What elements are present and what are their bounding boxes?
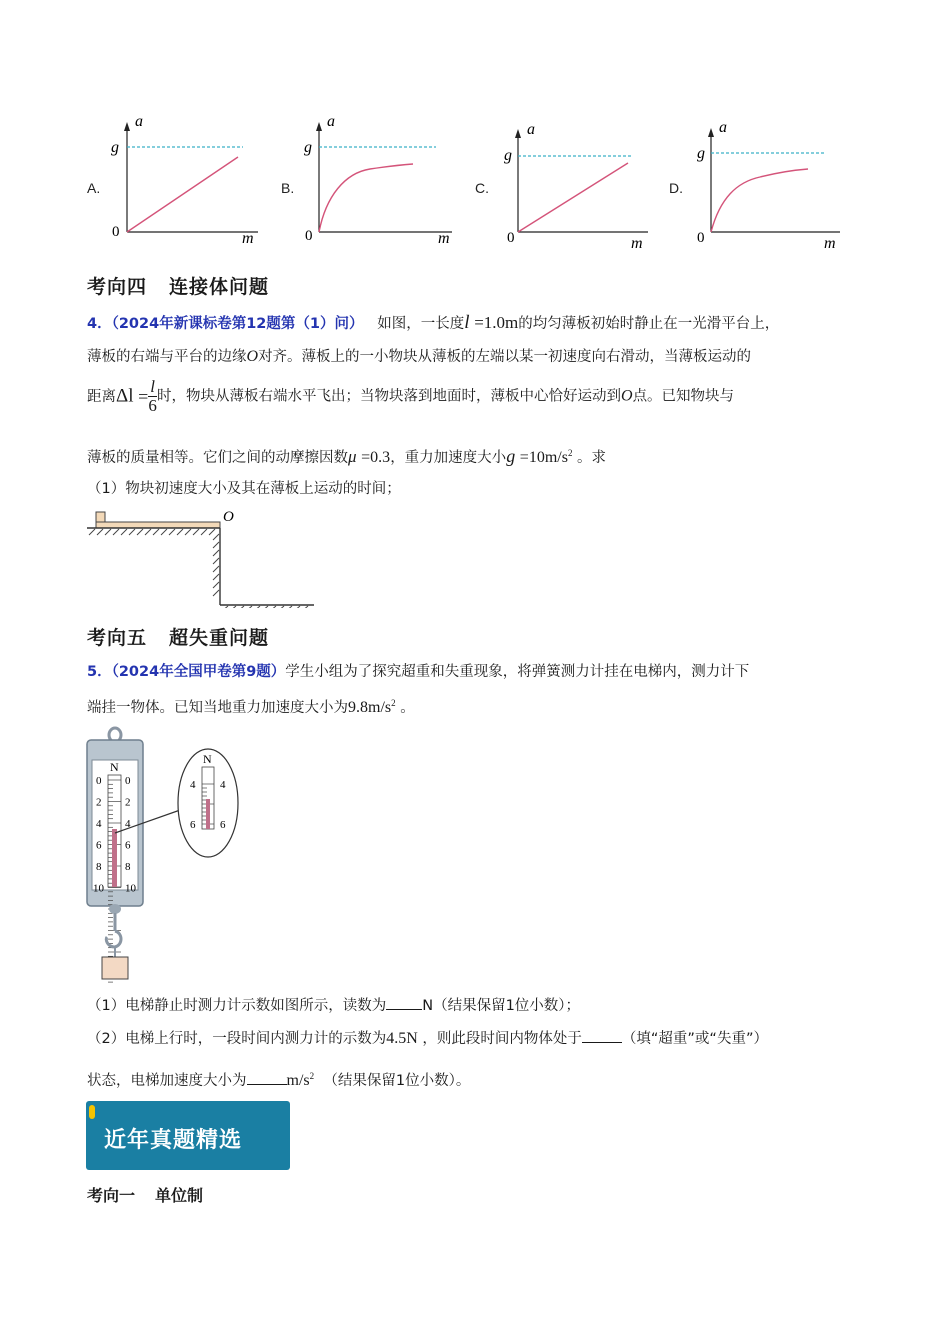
- q5-sub2-b: ，则此段时间内物体处于: [422, 1031, 582, 1047]
- scale-label-right-6: 6: [125, 839, 131, 852]
- q5-sub2: [87, 1028, 768, 1049]
- q4-fraction: [148, 378, 157, 415]
- q4-mu-val: =0.3: [361, 448, 391, 466]
- graph-b: [304, 113, 452, 247]
- graph-d-ylabel: a: [719, 119, 727, 136]
- option-c-label[interactable]: C.: [475, 180, 489, 196]
- scale-label-left-0: 0: [96, 775, 102, 787]
- q4-text-1b: 的均匀薄板初始时静止在一光滑平台上，: [518, 316, 780, 332]
- q5-sub3: [87, 1066, 470, 1091]
- scale-label-left-2: 2: [96, 796, 102, 809]
- q4-eq-sign: =: [138, 386, 149, 407]
- q5-text-2b: 。: [400, 699, 415, 716]
- zoom-label-6-right: 6: [220, 819, 226, 831]
- scale-label-right-0: 0: [125, 775, 131, 787]
- q5-text-1: 学生小组为了探究超重和失重现象，将弹簧测力计挂在电梯内，测力计下: [285, 664, 750, 680]
- q5-blank-3[interactable]: [247, 1070, 287, 1085]
- q4-text-3b: 时，物块从薄板右端水平飞出；当物块落到地面时，薄板中心恰好运动到: [157, 388, 621, 405]
- scale-label-left-8: 8: [96, 861, 102, 873]
- q4-source: （2024年新课标卷第12题第（1）问）: [111, 316, 364, 332]
- zoom-label-4-right: 4: [220, 779, 226, 791]
- q4-text-4c: 。求: [577, 449, 607, 466]
- q4-number: 4．: [87, 316, 112, 332]
- section-title-5: [87, 623, 269, 650]
- q5-number: 5．: [87, 664, 112, 680]
- graph-a: [111, 113, 258, 247]
- graph-c-origin: 0: [507, 230, 515, 246]
- scale-label-left-6: 6: [96, 839, 102, 852]
- q5-g-val: 9.8m/s: [348, 698, 392, 716]
- q4-var-l: l: [464, 312, 470, 333]
- spring-scale-figure: [85, 725, 245, 985]
- graph-b-origin: 0: [305, 228, 313, 244]
- q5-sub3-unit: m/s: [286, 1071, 310, 1089]
- scale-label-left-10: 10: [93, 882, 104, 895]
- graph-d: [697, 119, 840, 252]
- q4-line2: [87, 347, 751, 367]
- graph-a-g: g: [111, 139, 119, 156]
- q4-eq-l: =1.0m: [474, 313, 519, 332]
- q5-sub2-c: （填“超重”或“失重”）: [621, 1031, 768, 1047]
- zoom-label-4-left: 4: [190, 779, 196, 791]
- section-title-1: [87, 1183, 203, 1206]
- q4-text-4b: ，重力加速度大小: [390, 449, 507, 466]
- q5-sub3-a: 状态，电梯加速度大小为: [87, 1072, 247, 1089]
- q4-sub1: （1）物块初速度大小及其在薄板上运动的时间；: [87, 481, 401, 497]
- q4-var-o2: O: [621, 387, 633, 405]
- q4-text-2a: 薄板的右端与平台的边缘: [87, 349, 247, 365]
- zoom-label-6-left: 6: [190, 819, 196, 831]
- q4-mu: μ: [348, 446, 357, 466]
- graph-a-origin: 0: [112, 224, 120, 240]
- q4-g-sup: 2: [567, 448, 573, 458]
- option-a-label[interactable]: A.: [87, 180, 101, 196]
- graph-c-xlabel: m: [631, 235, 643, 252]
- q4-line3: [87, 378, 734, 424]
- section-title-4: [87, 272, 269, 299]
- section-1-name: 单位制: [155, 1186, 204, 1205]
- section-banner: [86, 1101, 290, 1170]
- q5-text-2a: 端挂一物体。已知当地重力加速度大小为: [87, 699, 348, 716]
- q5-line2: [87, 693, 415, 718]
- q5-sub1: [87, 995, 580, 1016]
- q5-g-sup: 2: [391, 698, 396, 708]
- q5-blank-2[interactable]: [582, 1028, 622, 1043]
- scale-label-right-10: 10: [125, 882, 136, 895]
- section-4-name: 连接体问题: [169, 276, 270, 298]
- q4-g-val: =10m/s: [519, 448, 568, 466]
- banner-accent-bar: [89, 1105, 95, 1119]
- graph-c: [504, 121, 648, 252]
- q4-text-2b: 对齐。薄板上的一小物块从薄板的左端以某一初速度向右滑动，当薄板运动的: [258, 349, 752, 365]
- graph-b-ylabel: a: [327, 113, 335, 130]
- q5-blank-1[interactable]: [386, 995, 422, 1010]
- graph-a-ylabel: a: [135, 113, 143, 130]
- q4-var-o: O: [246, 348, 259, 365]
- platform-figure: [85, 508, 325, 608]
- q4-g: g: [506, 445, 516, 466]
- scale-label-right-8: 8: [125, 861, 131, 873]
- q4-delta-l: Δl: [116, 385, 134, 407]
- scale-label-right-2: 2: [125, 796, 131, 809]
- graph-a-xlabel: m: [242, 230, 254, 247]
- scale-label-right-4: 4: [125, 818, 131, 830]
- q5-sub2-val: 4.5N: [386, 1030, 418, 1047]
- scale-unit-label: N: [110, 760, 119, 774]
- graph-d-origin: 0: [697, 230, 705, 246]
- section-5-code: 考向五: [87, 627, 148, 649]
- q4-frac-den: 6: [148, 396, 157, 415]
- q4-line1: [87, 313, 779, 334]
- zoom-unit-label: N: [203, 752, 212, 766]
- section-1-code: 考向一: [87, 1186, 136, 1205]
- graph-d-xlabel: m: [824, 235, 836, 252]
- q5-source: （2024年全国甲卷第9题）: [111, 664, 286, 680]
- q4-text-3c: 点。已知物块与: [632, 388, 735, 405]
- banner-title: 近年真题精选: [104, 1128, 243, 1153]
- platform-o-label: O: [223, 509, 234, 525]
- q5-line1: [87, 662, 749, 682]
- option-graphs: [0, 0, 950, 260]
- q4-line4: [87, 443, 606, 468]
- option-b-label[interactable]: B.: [281, 180, 295, 196]
- graph-b-xlabel: m: [438, 230, 450, 247]
- q4-frac-num: l: [150, 377, 155, 396]
- graph-b-g: g: [304, 139, 312, 156]
- q5-sub3-sup: 2: [309, 1071, 315, 1081]
- section-5-name: 超失重问题: [169, 627, 270, 649]
- scale-label-left-4: 4: [96, 818, 102, 830]
- q5-sub3-b: （结果保留1位小数）。: [323, 1072, 471, 1089]
- q5-sub2-a: （2）电梯上行时，一段时间内测力计的示数为: [87, 1031, 387, 1047]
- graph-c-ylabel: a: [527, 121, 535, 138]
- q4-text-4a: 薄板的质量相等。它们之间的动摩擦因数: [87, 449, 348, 466]
- q4-text-3a: 距离: [87, 388, 116, 405]
- option-d-label[interactable]: D.: [669, 180, 683, 196]
- graph-c-g: g: [504, 147, 512, 164]
- graph-d-g: g: [697, 145, 705, 162]
- q5-sub1-a: （1）电梯静止时测力计示数如图所示，读数为: [87, 998, 387, 1014]
- q5-sub1-b: N（结果保留1位小数）；: [422, 998, 581, 1014]
- q4-text-1a: 如图，一长度: [377, 316, 465, 332]
- section-4-code: 考向四: [87, 276, 148, 298]
